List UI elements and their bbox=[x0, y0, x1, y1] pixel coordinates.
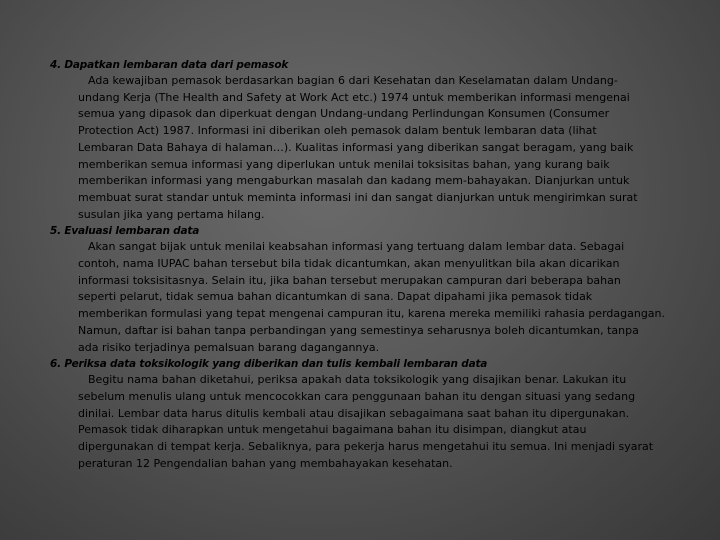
paragraph-line: Pemasok tidak diharapkan untuk mengetahui bagaimana bahan itu disimpan, diangkut atau bbox=[78, 423, 587, 437]
paragraph-line: Akan sangat bijak untuk menilai keabsahan informasi yang tertuang dalam lembar data. Sebagai bbox=[88, 240, 625, 254]
section-heading: 4. Dapatkan lembaran data dari pemasok bbox=[50, 59, 289, 71]
section-6 bbox=[50, 357, 710, 472]
section-5 bbox=[50, 224, 710, 356]
section-paragraph bbox=[78, 239, 710, 356]
paragraph-line: informasi toksisitasnya. Selain itu, jika bahan tersebut merupakan campuran dari beberapa bahan bbox=[78, 273, 621, 287]
section-paragraph bbox=[78, 372, 710, 472]
section-heading: 5. Evaluasi lembaran data bbox=[50, 225, 200, 238]
paragraph-line: ada risiko terjadinya pemalsuan barang dagangannya. bbox=[78, 340, 380, 354]
slide-content bbox=[50, 58, 710, 473]
paragraph-line: contoh, nama IUPAC bahan tersebut bila tidak dicantumkan, akan menyulitkan bila akan dicarikan bbox=[78, 257, 620, 271]
paragraph-line: memberikan formulasi yang tepat mengenai campuran itu, karena mereka memiliki rahasia perdagangan. bbox=[78, 307, 666, 321]
paragraph-line: seperti pelarut, tidak semua bahan dicantumkan di sana. Dapat dipahami jika pemasok tidak bbox=[78, 290, 593, 304]
paragraph-line: dipergunakan di tempat kerja. Sebaliknya, para pekerja harus mengetahui itu semua. Ini menjadi syarat bbox=[78, 440, 654, 454]
paragraph-line: peraturan 12 Pengendalian bahan yang membahayakan kesehatan. bbox=[78, 456, 453, 470]
paragraph-line: Ada kewajiban pemasok berdasarkan bagian 6 dari Kesehatan dan Keselamatan dalam Undang- bbox=[88, 74, 618, 87]
section-heading: 6. Periksa data toksikologik yang diberikan dan tulis kembali lembaran data bbox=[50, 358, 488, 371]
paragraph-line: membuat surat standar untuk meminta informasi ini dan sangat dianjurkan untuk mengirimkan surat bbox=[78, 190, 638, 204]
paragraph-line: memberikan semua informasi yang diperlukan untuk menilai toksisitas bahan, yang kurang baik bbox=[78, 157, 610, 171]
paragraph-line: semua yang dipasok dan diperkuat dengan Undang-undang Perlindungan Konsumen (Consumer bbox=[78, 107, 610, 121]
paragraph-line: Namun, daftar isi bahan tanpa perbandingan yang semestinya seharusnya boleh dicantumkan, tanpa bbox=[78, 323, 639, 337]
paragraph-line: sebelum menulis ulang untuk mencocokkan cara penggunaan bahan itu dengan situasi yang sedang bbox=[78, 389, 636, 403]
paragraph-line: susulan jika yang pertama hilang. bbox=[78, 207, 265, 221]
section-4 bbox=[50, 58, 710, 223]
paragraph-line: Begitu nama bahan diketahui, periksa apakah data toksikologik yang disajikan benar. Lakukan itu bbox=[88, 373, 627, 387]
paragraph-line: Protection Act) 1987. Informasi ini diberikan oleh pemasok dalam bentuk lembaran data (lihat bbox=[78, 124, 597, 138]
paragraph-line: Lembaran Data Bahaya di halaman…). Kualitas informasi yang diberikan sangat beragam, yang baik bbox=[78, 140, 634, 154]
section-paragraph bbox=[78, 73, 710, 223]
paragraph-line: memberikan informasi yang mengaburkan masalah dan kadang mem-bahayakan. Dianjurkan untuk bbox=[78, 174, 630, 188]
paragraph-line: undang Kerja (The Health and Safety at Work Act etc.) 1974 untuk memberikan informasi mengenai bbox=[78, 90, 630, 104]
paragraph-line: dinilai. Lembar data harus ditulis kembali atau disajikan sebagaimana saat bahan itu dipergunakan. bbox=[78, 406, 630, 420]
